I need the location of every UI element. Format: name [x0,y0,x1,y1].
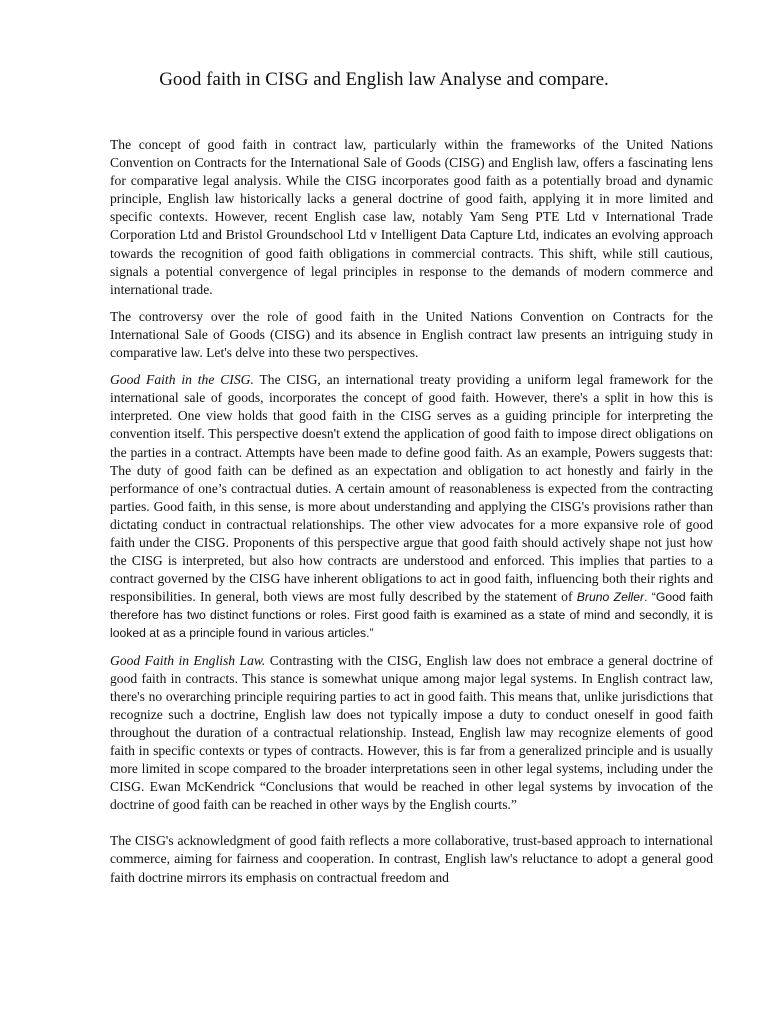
paragraph-cisg-text: The CISG, an international treaty providing a uniform legal framework for the international sale of goods, incorporates the concept of good faith. However, there's a split in how this is interpreted. One view holds that good faith in the CISG serves as a guiding principle for interpreting the convention itself. This perspective doesn't extend the application of good faith to impose direct obligations on the parties in a contract. Attempts have been made to define good faith. As an example, Powers suggests that: The duty of good faith can be defined as an expectation and obligation to act honestly and fairly in the performance of one’s contractual duties. A certain amount of reasonableness is expected from the contracting parties. Good faith, in this sense, is more about understanding and applying the CISG's provisions rather than dictating conduct in contractual relationships. The other view advocates for a more expansive role of good faith under the CISG. Proponents of this perspective argue that good faith should actively shape not just how the CISG is interpreted, but also how contracts are understood and enforced. This implies that parties to a contract governed by the CISG have inherent obligations to act in good faith, influencing both their rights and responsibilities. In general, both views are most fully described by the statement of [110,372,713,605]
paragraph-controversy: The controversy over the role of good faith in the United Nations Convention on Contracts for the International Sale of Goods (CISG) and its absence in English contract law presents an intriguing study in comparative law. Let's delve into these two perspectives. [110,308,713,361]
document-title: Good faith in CISG and English law Analyse and compare. [159,69,609,90]
paragraph-intro: The concept of good faith in contract law, particularly within the frameworks of the United Nations Convention on Contracts for the International Sale of Goods (CISG) and English law, offers a fascinating lens for comparative legal analysis. While the CISG incorporates good faith as a potentially broad and dynamic principle, English law historically lacks a general doctrine of good faith, applying it in more limited and specific contexts. However, recent English case law, notably Yam Seng PTE Ltd v International Trade Corporation Ltd and Bristol Groundschool Ltd v Intelligent Data Capture Ltd, indicates an evolving approach towards the recognition of good faith obligations in commercial contracts. This shift, while still cautious, signals a potential convergence of legal principles in response to the demands of modern commerce and international trade. [110,137,713,297]
author-name: Bruno Zeller [576,590,645,605]
paragraph-english-law-text: Contrasting with the CISG, English law does not embrace a general doctrine of good faith in contracts. This stance is somewhat unique among major legal systems. In English contract law, there's no overarching principle requiring parties to act in good faith. This means that, unlike jurisdictions that recognize such a doctrine, English law does not typically impose a duty to conduct oneself in good faith throughout the duration of a contractual relationship. Instead, English law may recognize elements of good faith in specific contexts or types of contracts. However, this is far from a generalized principle and is usually more limited in scope compared to the broader interpretations seen in other legal systems, including under the CISG. Ewan McKendrick “Conclusions that would be reached in other legal systems by invocation of the doctrine of good faith can be reached in other ways by the English courts.” [110,652,713,813]
zeller-quote: . “Good faith therefore has two distinct functions or roles. First good faith is examined as a state of mind and secondly, it is looked at as a principle found in various articles.” [110,590,713,641]
document-body [110,136,713,896]
section-heading-english-law: Good Faith in English Law. [110,652,266,668]
section-heading-cisg: Good Faith in the CISG. [110,372,254,388]
paragraph-cisg [110,371,713,642]
paragraph-conclusion: The CISG's acknowledgment of good faith reflects a more collaborative, trust-based approach to international commerce, aiming for fairness and cooperation. In contrast, English law's reluctance to adopt a general good faith doctrine mirrors its emphasis on contractual freedom and [110,833,713,885]
paragraph-english-law [110,652,713,815]
